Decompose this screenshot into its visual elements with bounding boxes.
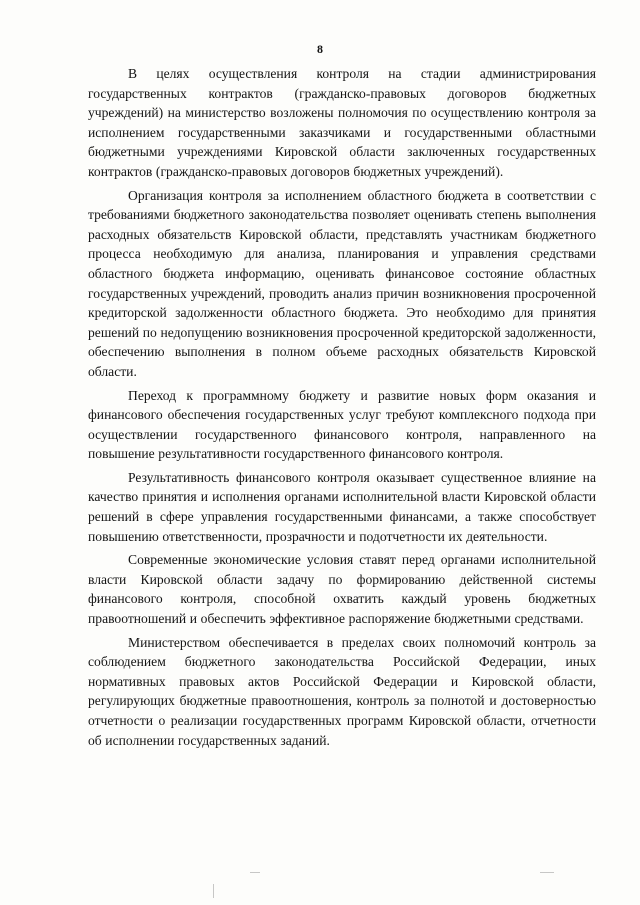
paragraph-control-contracts: В целях осуществления контроля на стадии администрирования государственных контрактов (гражданско-правовых договоров бюджетных учреждений) на министерство возложены полномочия по осуществлению контроля за исполнением государственными заказчиками и государственными областными бюджетными учреждениями Кировской области заключенных государственных контрактов (гражданско-правовых договоров бюджетных учреждений). xyxy=(88,66,596,179)
scan-artifact xyxy=(213,884,214,898)
scan-artifact xyxy=(540,872,554,873)
paragraph-budget-control: Организация контроля за исполнением областного бюджета в соответствии с требованиями бюджетного законодательства позволяет оценивать степень выполнения расходных обязательств Кировской области, представлять участникам бюджетного процесса необходимую для анализа, планирования и управления средствами областного бюджета информацию, оценивать финансовое состояние областных государственных учреждений, проводить анализ причин возникновения просроченной кредиторской задолженности областного бюджета. Это необходимо для принятия решений по недопущению возникновения просроченной кредиторской задолженности, обеспечению выполнения в полном объеме расходных обязательств Кировской области. xyxy=(88,187,596,379)
paragraph-program-budget: Переход к программному бюджету и развитие новых форм оказания и финансового обеспечения государственных услуг требуют комплексного подхода при осуществлении государственного финансового контроля, направленного на повышение результативности государственного финансового контроля. xyxy=(88,387,596,462)
paragraph-ministry-control: Министерством обеспечивается в пределах своих полномочий контроль за соблюдением бюджетного законодательства Российской Федерации, иных нормативных правовых актов Российской Федерации и Кировской области, регулирующих бюджетные правоотношения, контроль за полнотой и достоверностью отчетности о реализации государственных программ Кировской области, отчетности об исполнении государственных заданий. xyxy=(88,634,596,748)
paragraph-economic-conditions: Современные экономические условия ставят перед органами исполнительной власти Кировской области задачу по формированию действенной системы финансового контроля, способной охватить каждый уровень бюджетных правоотношений и обеспечить эффективное распоряжение бюджетными средствами. xyxy=(88,552,596,627)
document-body xyxy=(88,64,596,754)
scan-artifact xyxy=(250,872,260,873)
paragraph-effectiveness: Результативность финансового контроля оказывает существенное влияние на качество принятия и исполнения органами исполнительной власти Кировской области решений в сфере управления государственными финансами, а также способствует повышению ответственности, прозрачности и подотчетности их деятельности. xyxy=(88,469,596,544)
page-number: 8 xyxy=(317,42,323,56)
